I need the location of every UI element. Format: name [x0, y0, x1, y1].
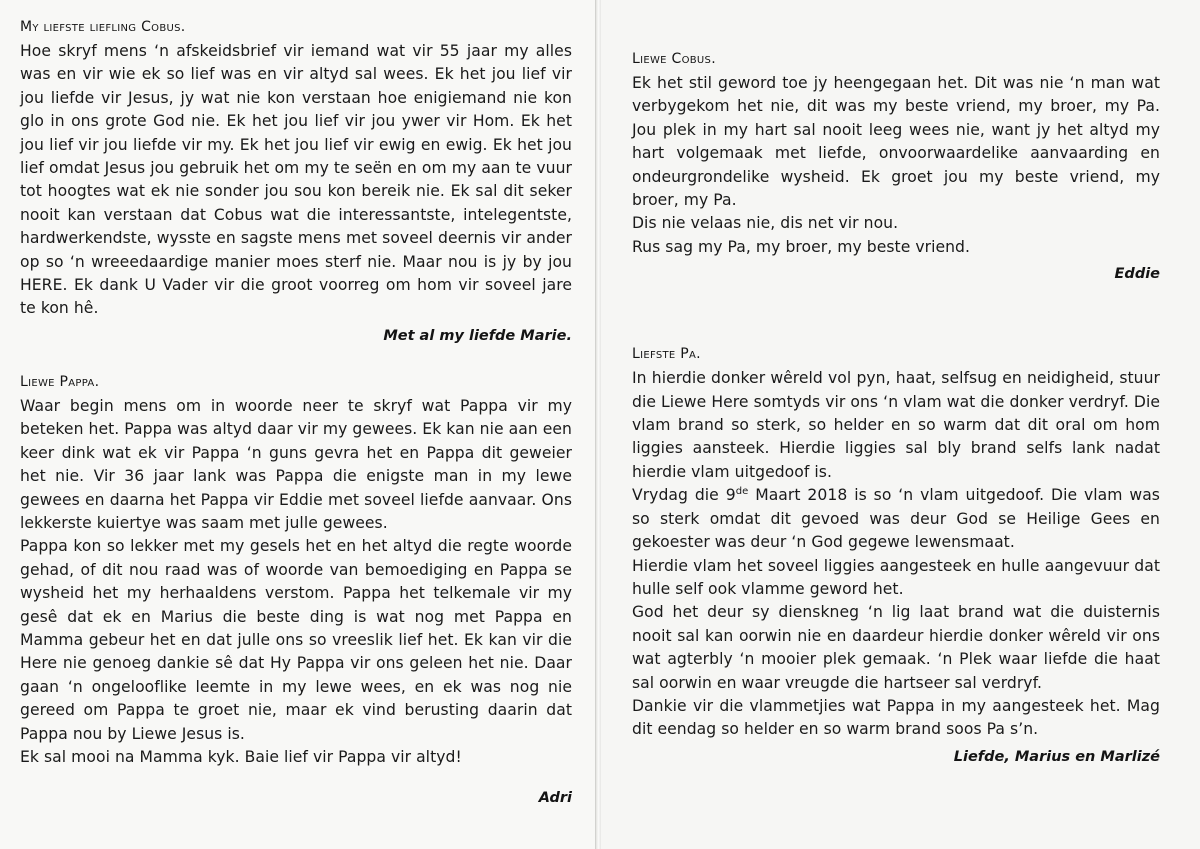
letter-signature: Eddie	[1114, 266, 1160, 283]
paragraph: Ek sal mooi na Mamma kyk. Baie lief vir Pappa vir altyd!	[20, 747, 462, 766]
letter-heading: Liefste Pa.	[632, 346, 701, 363]
letter-heading: My liefste liefling Cobus.	[20, 19, 186, 35]
paragraph: Rus sag my Pa, my broer, my beste vriend.	[632, 237, 970, 256]
date-text-before: Vrydag die 9	[632, 486, 736, 505]
paragraph: Dankie vir die vlammetjies wat Pappa in my aangesteek het. Mag dit eendag so helder en so warm brand soos Pa s’n.	[632, 696, 1160, 739]
letter-adri	[20, 371, 572, 812]
section-gap	[632, 287, 1160, 343]
paragraph: In hierdie donker wêreld vol pyn, haat, selfsug en neidigheid, stuur die Liewe Here somtyds vir ons ‘n vlam wat die donker verdryf. Die vlam brand so sterk, so helder en so warm dat dit oral om hom liggies aansteek. Hierdie liggies sal bly brand selfs lank nadat hierdie vlam uitgedoof is.	[632, 369, 1160, 481]
letter-marie	[20, 16, 572, 349]
letter-signature: Met al my liefde Marie.	[383, 327, 572, 344]
date-paragraph	[632, 484, 1160, 554]
paragraph: God het deur sy dienskneg ‘n lig laat brand wat die duisternis nooit sal kan oorwin nie en daardeur hierdie donker wêreld vir ons wat agterbly ‘n mooier plek gemaak. ‘n Plek waar liefde die haat sal oorwin en waar vreugde die hartseer sal verdryf.	[632, 603, 1160, 692]
paragraph: Waar begin mens om in woorde neer te skryf wat Pappa vir my beteken het. Pappa was altyd daar vir my gewees. Ek kan nie aan een keer dink wat ek vir Pappa ‘n guns gevra het en Pappa dit geweier het nie. Vir 36 jaar lank was Pappa die enigste man in my lewe gewees en daarna het Pappa vir Eddie met soveel liefde aanvaar. Ons lekkerste kuiertye was saam met julle gewees.	[20, 396, 572, 532]
letter-signature: Adri	[538, 790, 572, 807]
right-column	[632, 48, 1160, 770]
paragraph: Pappa kon so lekker met my gesels het en het altyd die regte woorde gehad, of dit nou raad was of woorde van bemoediging en Pappa se wysheid het my herhaaldens verstom. Pappa het telkemale vir my gesê dat ek en Marius die beste ding is wat nog met Pappa en Mamma gebeur het en dat julle ons so vreeslik lief het. Ek kan vir die Here nie genoeg dankie sê dat Hy Pappa vir ons geleen het nie. Daar gaan ‘n ongelooflike leemte in my lewe wees, en ek was nog nie gereed om Pappa te groet nie, maar ek vind berusting daarin dat Pappa nou by Liewe Jesus is.	[20, 537, 572, 743]
left-column	[20, 16, 572, 811]
letter-eddie	[632, 48, 1160, 287]
letter-marius-marlize	[632, 343, 1160, 770]
paragraph: Hoe skryf mens ‘n afskeidsbrief vir iemand wat vir 55 jaar my alles was en vir wie ek so lief was en vir altyd sal wees. Ek het jou lief vir jou liefde vir Jesus, jy wat nie kon verstaan hoe enigiemand nie kon glo in ons grote God nie. Ek het jou lief vir jou ywer vir Hom. Ek het jou lief vir jou liefde vir my. Ek het jou lief vir ewig en ewig. Ek het jou lief omdat Jesus jou gebruik het om my te seën en om my aan te vuur tot hoogtes wat ek nie sonder jou sou kon bereik nie. Ek sal dit seker nooit kan verstaan dat Cobus wat die interessantste, intelegentste, hardwerkendste, wysste en sagste mens met soveel deernis vir ander op so ‘n wreeedaardige manier moes sterf nie. Maar nou is jy by jou HERE. Ek dank U Vader vir die groot voorreg om hom vir soveel jare te kon hê.	[20, 42, 572, 318]
letter-body	[632, 367, 1160, 742]
paragraph: Dis nie velaas nie, dis net vir nou.	[632, 214, 899, 233]
letter-body	[632, 72, 1160, 259]
letter-heading: Liewe Pappa.	[20, 373, 100, 390]
letter-body	[20, 395, 572, 770]
date-superscript: de	[735, 486, 749, 498]
section-gap	[20, 349, 572, 371]
paragraph: Hierdie vlam het soveel liggies aangesteek en hulle aangevuur dat hulle self ook vlamme geword het.	[632, 556, 1160, 598]
paragraph: Ek het stil geword toe jy heengegaan het. Dit was nie ‘n man wat verbygekom het nie, dit was my beste vriend, my broer, my Pa. Jou plek in my hart sal nooit leeg wees nie, want jy het altyd my hart volgemaak met liefde, onvoorwaardelike aanvaarding en ondeurgrondelike wysheid. Ek groet jou my beste vriend, my broer, my Pa.	[632, 74, 1160, 210]
letter-heading: Liewe Cobus.	[632, 51, 716, 67]
letter-signature: Liefde, Marius en Marlizé	[953, 748, 1160, 765]
letter-body	[20, 40, 572, 321]
date-text-after: Maart 2018 is so ‘n vlam uitgedoof. Die vlam was so sterk omdat dit gevoed was deur God se Heilige Gees en gekoester was deur ‘n God gegewe lewensmaat.	[632, 486, 1160, 552]
